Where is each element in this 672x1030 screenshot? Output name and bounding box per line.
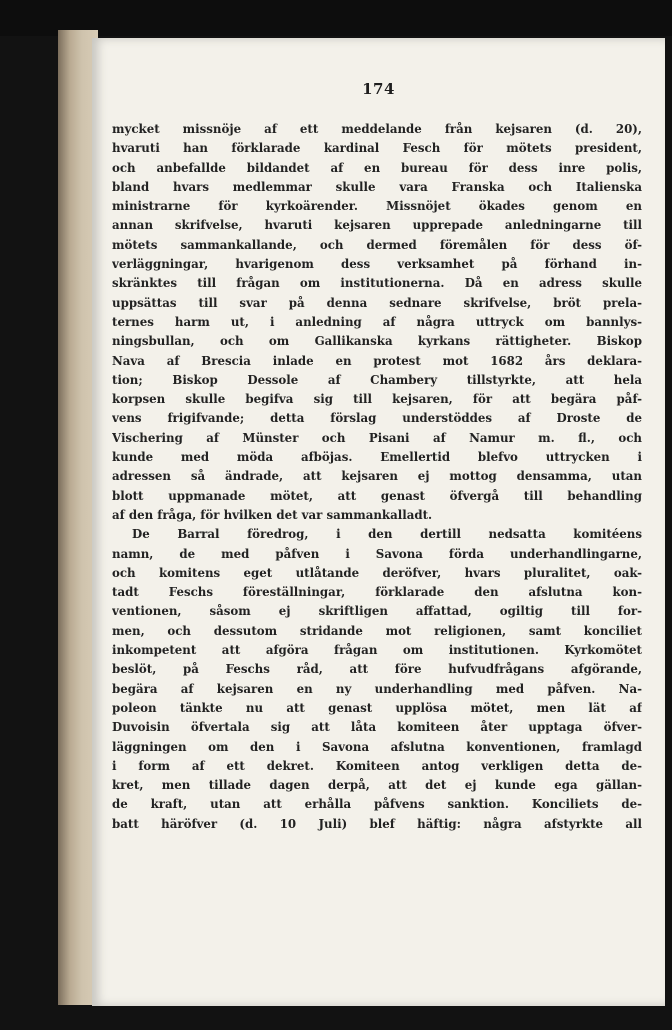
text-line: mötets sammankallande, och dermed föremålen för dess öf-: [112, 237, 642, 252]
text-line: poleon tänkte nu att genast upplösa mötet, men lät af: [112, 700, 642, 715]
text-line: ternes harm ut, i anledning af några uttryck om bannlys-: [112, 314, 642, 329]
text-line: och komitens eget utlåtande deröfver, hvars pluralitet, oak-: [112, 565, 642, 580]
text-line: i form af ett dekret. Komiteen antog verkligen detta de-: [112, 758, 642, 773]
text-line: uppsättas till svar på denna sednare skrifvelse, bröt prela-: [112, 295, 642, 310]
text-line: bland hvars medlemmar skulle vara Franska och Italienska: [112, 179, 642, 194]
text-line: ministrarne för kyrkoärender. Missnöjet ökades genom en: [112, 199, 642, 214]
text-line: blott uppmanade mötet, att genast öfvergå till behandling: [112, 488, 642, 503]
text-line: tadt Feschs föreställningar, förklarade den afslutna kon-: [112, 585, 642, 600]
text-line: ningsbullan, och om Gallikanska kyrkans rättigheter. Biskop: [112, 334, 642, 349]
text-line: af den fråga, för hvilken det var sammankalladt.: [112, 507, 433, 522]
text-line: mycket missnöje af ett meddelande från kejsaren (d. 20),: [112, 122, 642, 136]
text-line: vens frigifvande; detta förslag understöddes af Droste de: [112, 411, 642, 426]
text-line: batt häröfver (d. 10 Juli) blef häftig: några afstyrkte all: [112, 816, 642, 831]
text-line: men, och dessutom stridande mot religionen, samt konciliet: [112, 623, 642, 638]
text-line: hvaruti han förklarade kardinal Fesch för mötets president,: [112, 141, 642, 156]
text-line: de kraft, utan att erhålla påfvens sanktion. Konciliets de-: [112, 797, 642, 812]
text-line: Nava af Brescia inlade en protest mot 1682 års deklara-: [112, 353, 642, 368]
text-line: beslöt, på Feschs råd, att före hufvudfrågans afgörande,: [112, 662, 642, 677]
text-line: namn, de med påfven i Savona förda underhandlingarne,: [112, 546, 642, 561]
text-line: adressen så ändrade, att kejsaren ej mottog densamma, utan: [112, 469, 642, 484]
page-number: 174: [362, 80, 395, 98]
text-line: De Barral föredrog, i den dertill nedsatta komitéens: [132, 527, 642, 542]
text-line: annan skrifvelse, hvaruti kejsaren upprepade anledningarne till: [112, 218, 642, 233]
text-line: kret, men tillade dagen derpå, att det ej kunde ega gällan-: [112, 778, 642, 793]
text-line: och anbefallde bildandet af en bureau för dess inre polis,: [112, 160, 642, 175]
text-line: kunde med möda afböjas. Emellertid blefvo uttrycken i: [112, 450, 642, 465]
text-line: verläggningar, hvarigenom dess verksamhet på förhand in-: [112, 257, 642, 272]
body-text: [112, 120, 642, 834]
text-line: ventionen, såsom ej skriftligen affattad, ogiltig till for-: [112, 604, 642, 619]
scan-border: [0, 0, 672, 36]
text-line: skränktes till frågan om institutionerna. Då en adress skulle: [112, 276, 642, 291]
text-line: begära af kejsaren en ny underhandling med påfven. Na-: [112, 681, 642, 696]
text-line: läggningen om den i Savona afslutna konventionen, framlagd: [112, 739, 642, 754]
text-line: inkompetent att afgöra frågan om institutionen. Kyrkomötet: [112, 643, 642, 658]
text-line: korpsen skulle begifva sig till kejsaren, för att begära påf-: [112, 392, 642, 407]
text-line: Vischering af Münster och Pisani af Namur m. fl., och: [112, 430, 642, 445]
text-line: Duvoisin öfvertala sig att låta komiteen åter upptaga öfver-: [112, 720, 642, 735]
text-line: tion; Biskop Dessole af Chambery tillstyrkte, att hela: [112, 372, 642, 387]
